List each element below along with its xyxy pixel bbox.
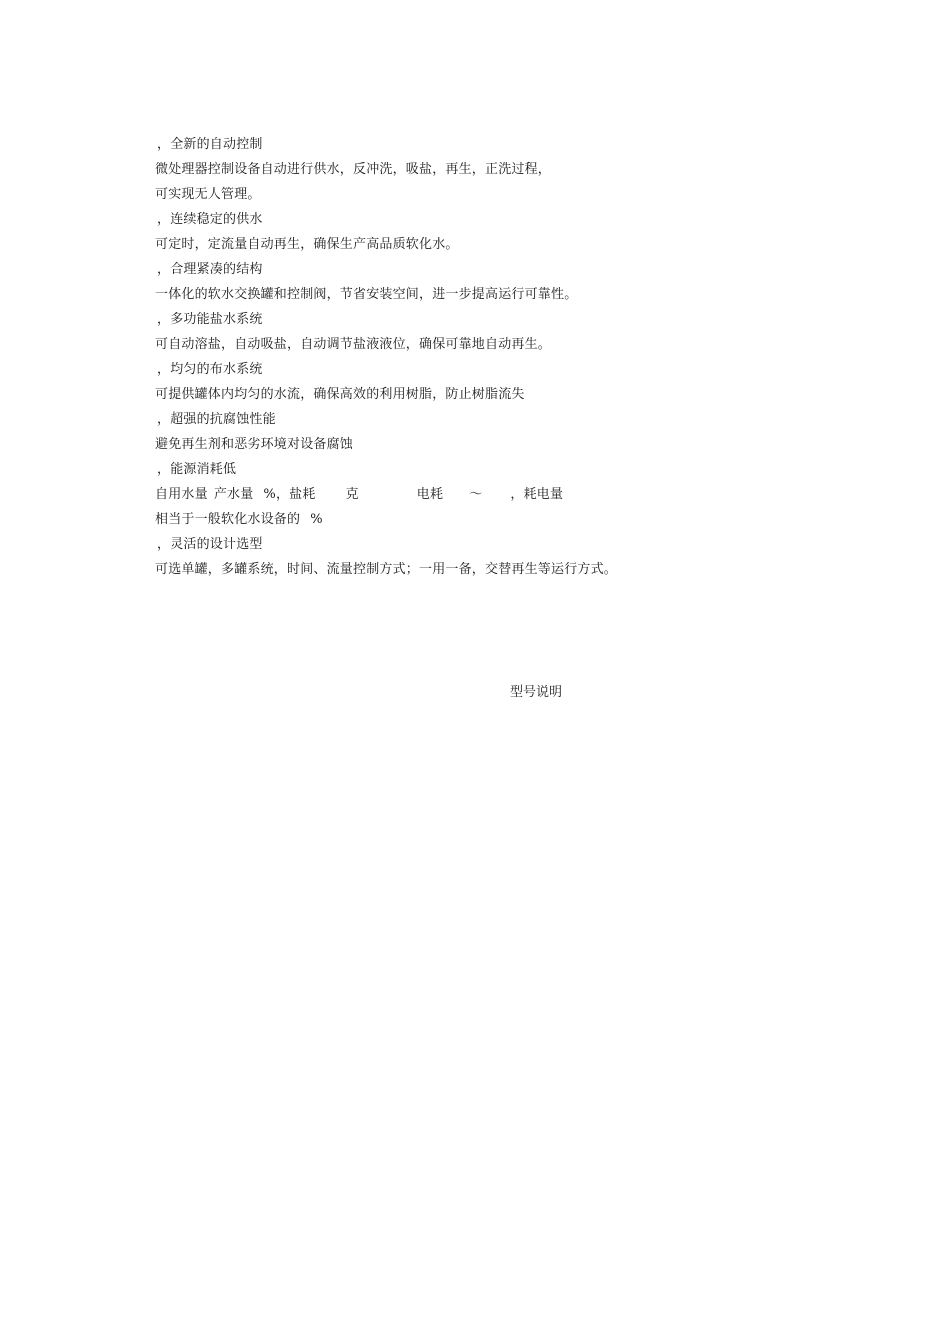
electricity-usage-label: ，耗电量 (510, 487, 564, 502)
features-list (155, 132, 795, 582)
model-description-title: 型号说明 (510, 685, 563, 700)
energy-consumption-line (155, 482, 795, 507)
feature-text: 可实现无人管理。 (155, 187, 261, 202)
feature-text: 可定时，定流量自动再生，确保生产高品质软化水。 (155, 237, 459, 252)
salt-consumption-label: %，盐耗 (263, 487, 316, 502)
feature-heading: ，灵活的设计选型 (157, 537, 263, 552)
tilde-symbol: ～ (469, 487, 483, 502)
feature-heading: ，全新的自动控制 (157, 137, 263, 152)
feature-heading: ，合理紧凑的结构 (157, 262, 263, 277)
feature-text: 避免再生剂和恶劣环境对设备腐蚀 (155, 437, 354, 452)
power-consumption-label: 电耗 (416, 487, 444, 502)
feature-heading: ，均匀的布水系统 (157, 362, 263, 377)
output-water-label: 产水量 (213, 487, 254, 502)
comparison-text: 相当于一般软化水设备的 (155, 512, 301, 527)
feature-text: 一体化的软水交换罐和控制阀，节省安装空间，进一步提高运行可靠性。 (155, 287, 578, 302)
feature-text: 可自动溶盐，自动吸盐，自动调节盐液液位，确保可靠地自动再生。 (155, 337, 552, 352)
comparison-percent: % (310, 512, 323, 527)
energy-comparison-line (155, 507, 795, 532)
gram-unit: 克 (345, 487, 359, 502)
feature-heading: ，连续稳定的供水 (157, 212, 263, 227)
feature-text: 微处理器控制设备自动进行供水，反冲洗，吸盐，再生，正洗过程， (155, 162, 552, 177)
feature-text: 可提供罐体内均匀的水流，确保高效的利用树脂，防止树脂流失 (155, 387, 525, 402)
feature-heading: ，多功能盐水系统 (157, 312, 263, 327)
feature-heading: ，超强的抗腐蚀性能 (157, 412, 276, 427)
feature-text: 可选单罐，多罐系统，时间、流量控制方式；一用一备，交替再生等运行方式。 (155, 562, 618, 577)
feature-heading: ，能源消耗低 (157, 462, 237, 477)
self-use-water-label: 自用水量 (155, 487, 208, 502)
